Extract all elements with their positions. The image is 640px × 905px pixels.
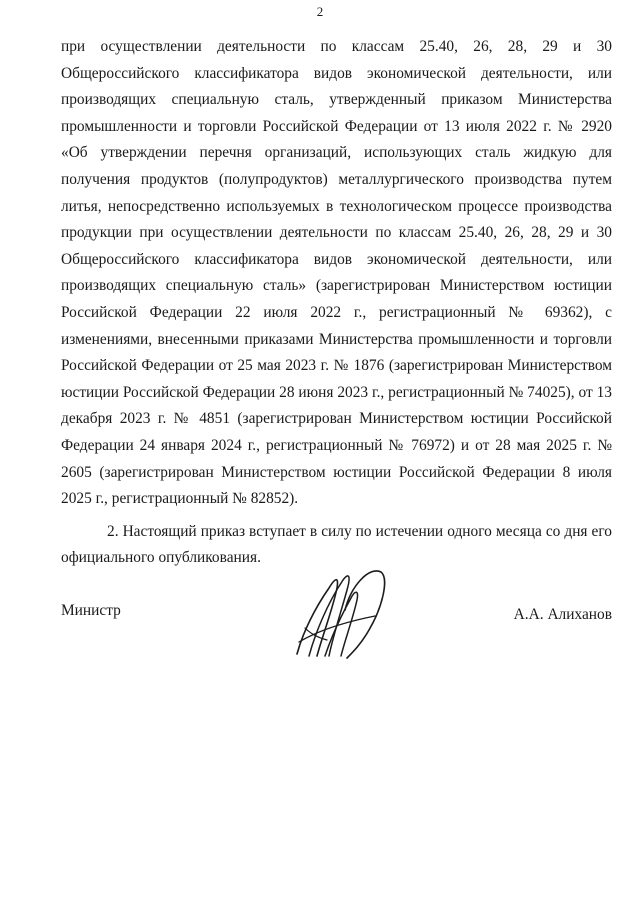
page-number: 2 <box>316 4 324 19</box>
signer-name: А.А. Алиханов <box>513 606 612 623</box>
document-body <box>61 34 612 572</box>
signer-title: Министр <box>61 602 121 619</box>
handwritten-signature-icon <box>289 560 389 662</box>
paragraph-continuation: при осуществлении деятельности по классам 25.40, 26, 28, 29 и 30 Общероссийского классификатора видов экономической деятельности, или производящих специальную сталь, утвержденный приказом Министерства промышленности и торговли Российской Федерации от 13 июля 2022 г. № 2920 «Об утверждении перечня организаций, использующих сталь жидкую для получения продуктов (полупродуктов) металлургического производства путем литья, непосредственно используемых в технологическом процессе производства продукции при осуществлении деятельности по классам 25.40, 26, 28, 29 и 30 Общероссийского классификатора видов экономической деятельности, или производящих специальную сталь» (зарегистрирован Министерством юстиции Российской Федерации 22 июля 2022 г., регистрационный № 69362), с изменениями, внесенными приказами Министерства промышленности и торговли Российской Федерации от 25 мая 2023 г. № 1876 (зарегистрирован Министерством юстиции Российской Федерации 28 июня 2023 г., регистрационный № 74025), от 13 декабря 2023 г. № 4851 (зарегистрирован Министерством юстиции Российской Федерации 24 января 2024 г., регистрационный № 76972) и от 28 мая 2025 г. № 2605 (зарегистрирован Министерством юстиции Российской Федерации 8 июля 2025 г., регистрационный № 82852). <box>61 38 612 508</box>
signature-block <box>61 560 612 670</box>
paragraph-2: 2. Настоящий приказ вступает в силу по истечении одного месяца со дня его официального опубликования. <box>61 522 612 567</box>
